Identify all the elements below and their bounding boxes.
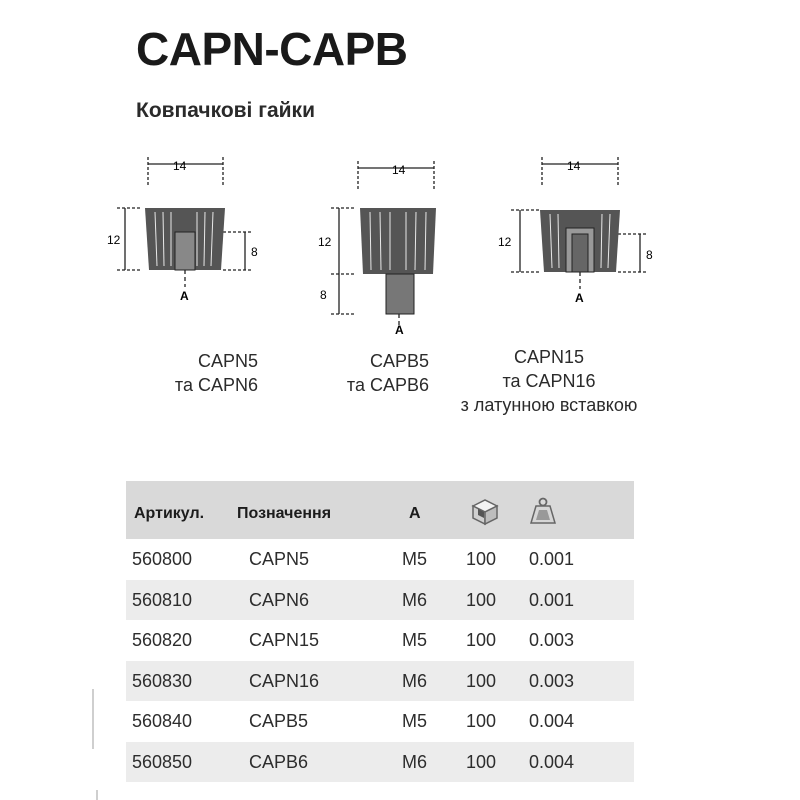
capn-insert-caption-line1: CAPN15 bbox=[513, 347, 585, 367]
cell-quantity: 100 bbox=[466, 751, 497, 772]
cell-thread: M6 bbox=[402, 589, 428, 610]
cell-article: 560820 bbox=[132, 630, 193, 650]
cell-designation: CAPN16 bbox=[249, 670, 320, 691]
cell-weight: 0.004 bbox=[529, 711, 575, 731]
cell-article: 560840 bbox=[132, 711, 193, 731]
cell-weight: 0.004 bbox=[529, 751, 575, 772]
capb-stud-length-label: 8 bbox=[320, 288, 327, 302]
table-row bbox=[126, 661, 634, 702]
margin-divider-bottom bbox=[96, 790, 98, 800]
capb-thread-label: A bbox=[395, 323, 404, 336]
table-row bbox=[126, 620, 634, 661]
table-header bbox=[126, 481, 634, 539]
product-table bbox=[126, 481, 634, 782]
capn-height-label: 12 bbox=[107, 233, 121, 247]
table-row bbox=[126, 539, 634, 580]
cell-quantity: 100 bbox=[466, 630, 497, 650]
margin-divider bbox=[92, 689, 94, 749]
capn-insert-height-label: 12 bbox=[498, 235, 512, 249]
capn-insert-inner-height-label: 8 bbox=[646, 248, 653, 262]
capb-drawing bbox=[306, 156, 466, 336]
cell-article: 560810 bbox=[132, 589, 193, 610]
capb-caption bbox=[347, 349, 429, 397]
cell-article: 560830 bbox=[132, 670, 193, 691]
weight-icon bbox=[528, 496, 558, 526]
cell-quantity: 100 bbox=[466, 589, 497, 610]
table-row bbox=[126, 580, 634, 621]
capb-caption-line2: та CAPB6 bbox=[346, 375, 429, 395]
cell-article: 560800 bbox=[132, 549, 193, 569]
capn-insert-width-label: 14 bbox=[567, 159, 581, 173]
capn-drawing bbox=[105, 152, 275, 312]
capb-height-label: 12 bbox=[318, 235, 332, 249]
capn-width-label: 14 bbox=[173, 159, 187, 173]
capb-caption-line1: CAPB5 bbox=[369, 351, 429, 371]
cell-article: 560850 bbox=[132, 751, 193, 772]
cell-weight: 0.001 bbox=[529, 549, 575, 569]
header-thread: A bbox=[409, 505, 421, 522]
table-body bbox=[126, 539, 634, 782]
capn-caption-line2: та CAPN6 bbox=[174, 375, 258, 395]
capn-insert-caption-line2: та CAPN16 bbox=[502, 371, 596, 391]
cell-weight: 0.001 bbox=[529, 589, 575, 610]
capn-insert-thread-label: A bbox=[575, 291, 584, 305]
cell-designation: CAPN6 bbox=[249, 589, 310, 610]
table-row bbox=[126, 701, 634, 742]
page-subtitle: Ковпачкові гайки bbox=[136, 99, 315, 122]
cell-thread: M5 bbox=[402, 630, 428, 650]
cell-designation: CAPN5 bbox=[249, 549, 310, 569]
cell-designation: CAPN15 bbox=[249, 630, 320, 650]
capn-caption-line1: CAPN5 bbox=[197, 351, 258, 371]
capn-insert-caption-line3: з латунною вставкою bbox=[460, 395, 638, 415]
cell-thread: M5 bbox=[402, 549, 428, 569]
capn-thread-label: A bbox=[180, 289, 189, 303]
capn-inner-height-label: 8 bbox=[251, 245, 258, 259]
header-designation: Позначення bbox=[237, 505, 332, 522]
capb-width-label: 14 bbox=[392, 163, 406, 177]
cell-quantity: 100 bbox=[466, 670, 497, 691]
cell-thread: M6 bbox=[402, 751, 428, 772]
cell-designation: CAPB5 bbox=[249, 711, 309, 731]
capn-insert-drawing bbox=[494, 152, 664, 312]
page-title: CAPN-CAPB bbox=[136, 23, 408, 75]
capn-caption bbox=[175, 349, 258, 397]
cell-weight: 0.003 bbox=[529, 630, 575, 650]
cell-thread: M5 bbox=[402, 711, 428, 731]
capn-insert-caption bbox=[438, 345, 660, 417]
cell-designation: CAPB6 bbox=[249, 751, 309, 772]
cell-quantity: 100 bbox=[466, 549, 497, 569]
box-icon bbox=[469, 496, 501, 526]
header-article: Артикул. bbox=[134, 505, 205, 522]
cell-quantity: 100 bbox=[466, 711, 497, 731]
cell-thread: M6 bbox=[402, 670, 428, 691]
table-row bbox=[126, 742, 634, 783]
cell-weight: 0.003 bbox=[529, 670, 575, 691]
